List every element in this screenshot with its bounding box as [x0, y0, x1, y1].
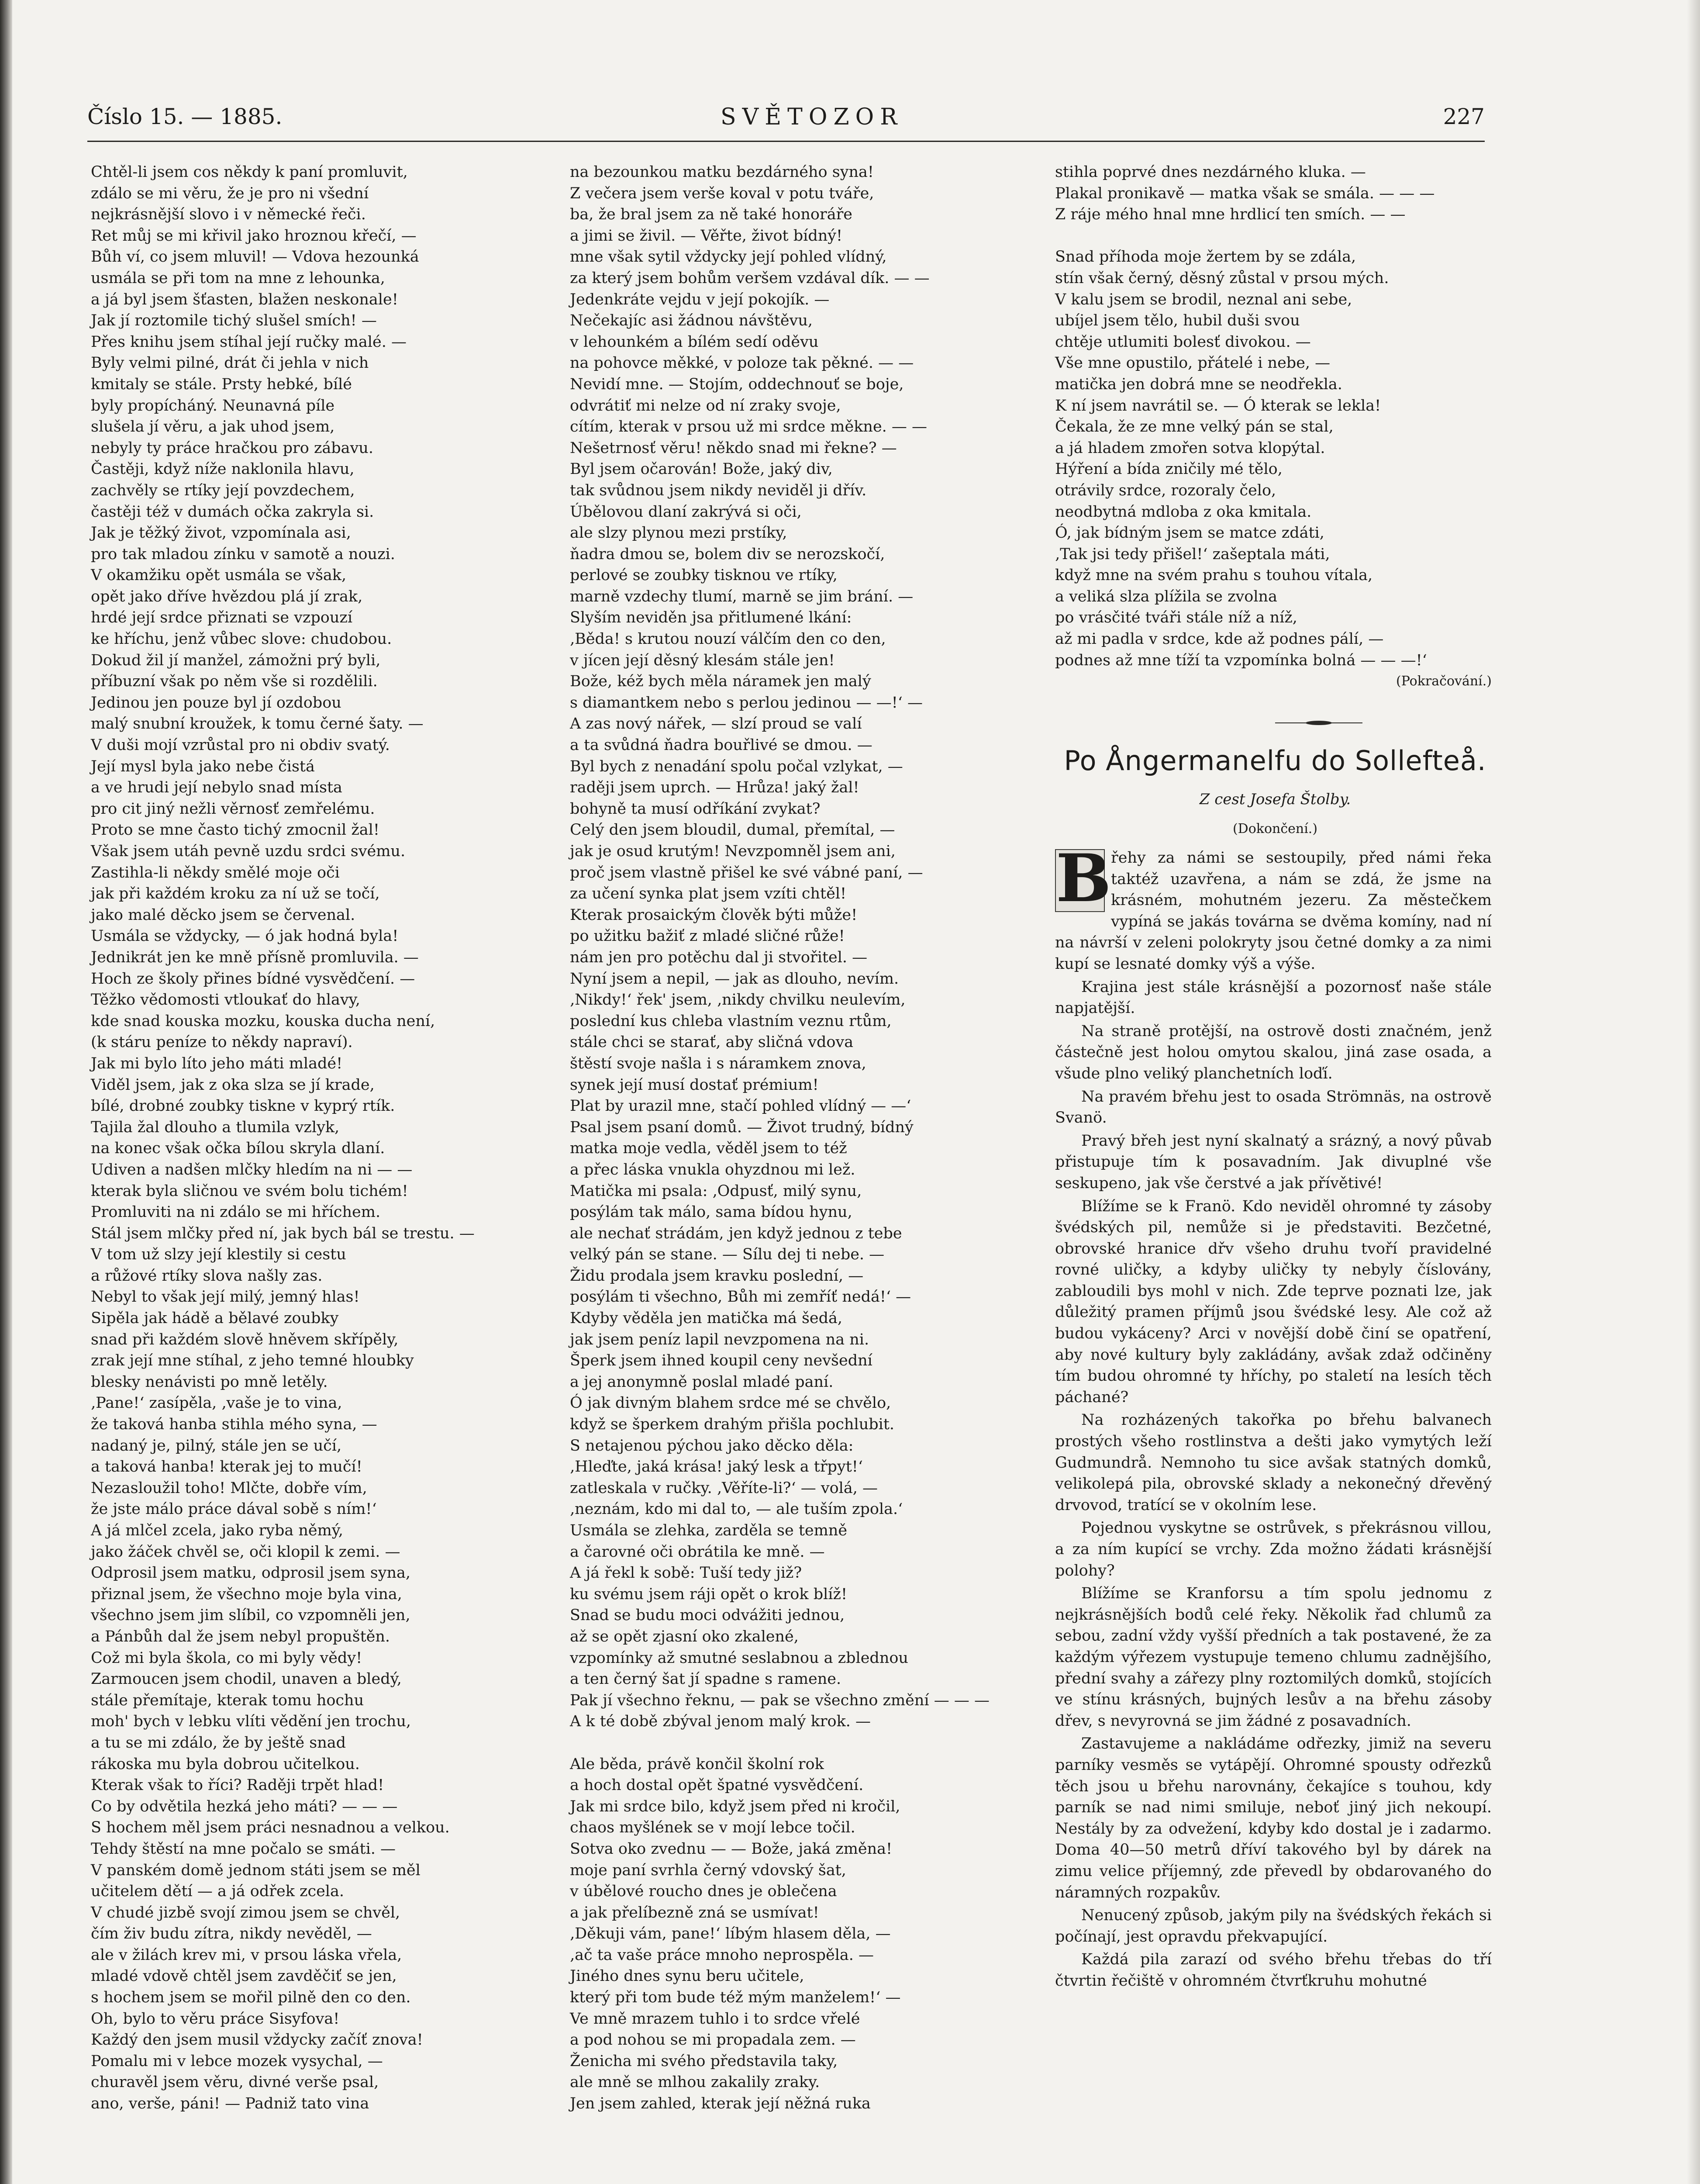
verse-line: A já mlčel zcela, jako ryba němý,: [91, 1522, 344, 1539]
verse-line: a jej anonymně poslal mladé paní.: [570, 1373, 834, 1391]
verse-line: a ta svůdná ňadra bouřlivé se dmou. —: [570, 736, 872, 754]
verse-line: Matička mi psala: ‚Odpusť, milý synu,: [570, 1182, 862, 1200]
verse-line: v úbělové roucho dnes je oblečena: [570, 1883, 837, 1901]
article-paragraph: Blížíme se k Franö. Kdo neviděl ohromné ty zásoby švédských pil, nemůže si je představiti. Bezčetné, obrovské hranice dřv všeho druhu tvoří pravidelné rovné uličky, a kdyby uličky ty nebyly číslovány, zabloudili bys mohl v nich. Zde teprve poznati lze, jak důležitý pramen příjmů jsou švédské lesy. Ale což až budou vykáceny? Arci v novější době činí se opatření, aby nové kultury byly zakládány, avšak zdaž odčiněny tím budou ohromné ty hříchy, po staletí na lesích těch páchané?: [1055, 1197, 1492, 1406]
verse-line: Však jsem utáh pevně uzdu srdci svému.: [91, 843, 406, 860]
verse-line: Nečekajíc asi žádnou návštěvu,: [570, 312, 813, 330]
verse-line: Ó, jak bídným jsem se matce zdáti,: [1055, 524, 1324, 542]
verse-line: byly propícháný. Neunavná píle: [91, 397, 335, 415]
article-paragraph: Nenucený způsob, jakým pily na švédských řekách si počínají, jest opravdu překvapující.: [1055, 1907, 1492, 1946]
verse-line: všechno jsem jim slíbil, co vzpomněli jen,: [91, 1607, 410, 1624]
verse-line: Pomalu mi v lebce mozek vysychal, —: [91, 2052, 383, 2070]
verse-line: Nezasloužil toho! Mlčte, dobře vím,: [91, 1479, 367, 1497]
verse-line: že taková hanba stihla mého syna, —: [91, 1416, 377, 1434]
verse-line: za učení synka plat jsem vzíti chtěl!: [570, 885, 847, 903]
verse-line: mne však sytil vždycky její pohled vlídný,: [570, 248, 887, 266]
article-paragraph: Krajina jest stále krásnější a pozornosť naše stále napjatější.: [1055, 978, 1492, 1017]
verse-line: a jimi se živil. — Věřte, život bídný!: [570, 227, 843, 245]
verse-line: Čekala, že ze mne velký pán se stal,: [1055, 418, 1334, 436]
verse-line: Pak jí všechno řeknu, — pak se všechno změní — — —: [570, 1691, 990, 1709]
verse-line: [570, 1732, 1028, 1754]
verse-line: a taková hanba! kterak jej to mučí!: [91, 1458, 362, 1476]
verse-line: Bože, kéž bych měla náramek jen malý: [570, 673, 871, 691]
verse-line: Tehdy štěstí na mne počalo se smáti. —: [91, 1840, 396, 1858]
verse-line: ba, že bral jsem za ně také honoráře: [570, 206, 853, 224]
verse-line: Hýření a bída zničily mé tělo,: [1055, 460, 1283, 478]
verse-line: Přes knihu jsem stíhal její ručky malé. —: [91, 333, 407, 351]
verse-line: že jste málo práce dával sobě s ním!‘: [91, 1500, 377, 1518]
verse-line: proč jsem vlastně přišel ke své vábné paní, —: [570, 864, 923, 881]
verse-line: Což mi byla škola, co mi byly vědy!: [91, 1649, 362, 1667]
verse-line: když se šperkem drahým přišla pochlubit.: [570, 1416, 895, 1434]
verse-line: perlové se zoubky tisknou ve rtíky,: [570, 567, 838, 584]
verse-line: na pohovce měkké, v poloze tak pěkné. — —: [570, 354, 914, 372]
verse-line: Jak mi srdce bilo, když jsem před ni kročil,: [570, 1797, 900, 1815]
verse-line: stín však černý, děsný zůstal v prsou mých.: [1055, 269, 1389, 287]
page-header: [87, 104, 1485, 135]
verse-line: Byly velmi pilné, drát či jehla v nich: [91, 354, 369, 372]
verse-line: A já řekl k sobě: Tuší tedy již?: [570, 1564, 802, 1582]
scan-edge: [1687, 0, 1700, 2184]
verse-line: kterak byla sličnou ve svém bolu tichém!: [91, 1182, 408, 1200]
verse-line: Slyším neviděn jsa přitlumené lkání:: [570, 609, 852, 627]
verse-line: a přec láska vnukla ohyzdnou mi lež.: [570, 1161, 855, 1178]
verse-line: ‚ač ta vaše práce mnoho neprospěla. —: [570, 1946, 874, 1964]
verse-line: [1055, 225, 1492, 247]
verse-line: posýlám ti všechno, Bůh mi zemříť nedá!‘ —: [570, 1288, 911, 1306]
verse-line: učitelem dětí — a já odřek zcela.: [91, 1883, 344, 1901]
verse-line: Těžko vědomosti vtloukať do hlavy,: [91, 991, 360, 1009]
verse-line: mladé vdově chtěl jsem zavděčiť se jen,: [91, 1967, 397, 1985]
verse-line: Byl bych z nenadání spolu počal vzlykat, —: [570, 757, 903, 775]
journal-title: SVĚTOZOR: [721, 104, 903, 130]
page-number: 227: [1443, 104, 1485, 129]
verse-line: bílé, drobné zoubky tiskne v kyprý rtík.: [91, 1097, 395, 1115]
verse-line: V tom už slzy její klestily si cestu: [91, 1246, 346, 1264]
verse-line: hrdé její srdce přiznati se vzpouzí: [91, 609, 353, 627]
verse-line: a růžové rtíky slova našly zas.: [91, 1267, 323, 1285]
verse-line: Šperk jsem ihned koupil ceny nevšední: [570, 1352, 872, 1370]
header-rule: [87, 141, 1485, 142]
verse-line: S netajenou pýchou jako děcko děla:: [570, 1437, 854, 1455]
verse-line: Ale běda, právě končil školní rok: [570, 1755, 824, 1773]
verse-line: ubíjel jsem tělo, hubil duši svou: [1055, 312, 1300, 330]
verse-line: Sipěla jak hádě a bělavé zoubky: [91, 1310, 339, 1327]
verse-line: a čarovné oči obrátila ke mně. —: [570, 1543, 825, 1561]
verse-line: ‚Děkuji vám, pane!‘ líbým hlasem děla, —: [570, 1925, 891, 1943]
verse-line: Jak mi bylo líto jeho máti mladé!: [91, 1054, 343, 1072]
verse-line: Kterak prosaickým člověk býti může!: [570, 906, 858, 924]
verse-line: ke hříchu, jenž vůbec slove: chudobou.: [91, 630, 392, 648]
article-paragraph: Každá pila zarazí od svého břehu třebas do tří čtvrtin řečiště v ohromném čtvrťkruhu mohutné: [1055, 1951, 1492, 1990]
verse-line: a jak přelíbezně zná se usmívat!: [570, 1904, 819, 1921]
verse-line: nejkrásnější slovo i v německé řeči.: [91, 206, 366, 224]
verse-line: Tajila žal dlouho a tlumila vzlyk,: [91, 1118, 340, 1136]
verse-line: marně vzdechy tlumí, marně se jim brání. —: [570, 587, 914, 605]
continued-note: (Pokračování.): [1396, 674, 1492, 689]
verse-line: neodbytná mdloba z oka kmitala.: [1055, 503, 1312, 521]
verse-line: a tu se mi zdálo, že by ještě snad: [91, 1734, 346, 1752]
verse-line: s diamantkem nebo s perlou jedinou — —!‘ —: [570, 694, 923, 712]
verse-line: raději jsem uprch. — Hrůza! jaký žal!: [570, 779, 859, 797]
verse-line: zdálo se mi věru, že je pro ni všední: [91, 184, 369, 202]
verse-line: V chudé jizbě svojí zimou jsem se chvěl,: [91, 1904, 400, 1921]
verse-line: ale nechať strádám, jen když jednou z tebe: [570, 1224, 902, 1242]
article-paragraph: Na rozházených takořka po břehu balvanech prostých všeho rostlinstva a dešti jako vymytých leží Gudmundrå. Nemnoho tu sice avšak statných domků, velikolepá pila, obrovské sklady a nekonečný dřevěný drvovod, tratící se v okolním lese.: [1055, 1411, 1492, 1514]
verse-line: ‚Hleďte, jaká krása! jaký lesk a třpyt!‘: [570, 1458, 863, 1476]
article-byline: Z cest Josefa Štolby.: [1199, 791, 1351, 808]
verse-line: Jak jí roztomile tichý slušel smích! —: [91, 312, 377, 330]
verse-line: Jednikrát jen ke mně přísně promluvila. —: [91, 948, 419, 966]
verse-line: chaos myšlének se v mojí lebce točil.: [570, 1819, 855, 1837]
verse-line: a Pánbůh dal že jsem nebyl propuštěn.: [91, 1628, 390, 1645]
verse-line: po užitku bažiť z mladé sličné růže!: [570, 927, 845, 945]
verse-line: rákoska mu byla dobrou učitelkou.: [91, 1755, 360, 1773]
verse-line: Plakal pronikavě — matka však se smála. — — —: [1055, 184, 1435, 202]
verse-line: Jak je těžký život, vzpomínala asi,: [91, 524, 351, 542]
verse-line: nadaný je, pilný, stále jen se učí,: [91, 1437, 342, 1455]
verse-line: Usmála se zlehka, zarděla se temně: [570, 1522, 848, 1539]
verse-line: Nebyl to však její milý, jemný hlas!: [91, 1288, 360, 1306]
verse-line: Plat by urazil mne, stačí pohled vlídný — —‘: [570, 1097, 911, 1115]
verse-line: poslední kus chleba vlastním veznu rtům,: [570, 1012, 892, 1030]
verse-line: zachvěly se rtíky její povzdechem,: [91, 481, 355, 499]
verse-line: V panském domě jednom státi jsem se měl: [91, 1861, 421, 1879]
verse-line: Jedenkráte vejdu v její pokojík. —: [570, 290, 830, 308]
verse-line: a ve hrudi její nebylo snad místa: [91, 779, 342, 797]
drop-cap: B: [1056, 840, 1111, 917]
verse-line: Zarmoucen jsem chodil, unaven a bledý,: [91, 1670, 402, 1688]
verse-line: Nyní jsem a nepil, — jak as dlouho, nevím.: [570, 970, 899, 988]
verse-line: a já byl jsem šťasten, blažen neskonale!: [91, 290, 398, 308]
verse-line: stále chci se starať, aby sličná vdova: [570, 1033, 854, 1051]
verse-line: až mi padla v srdce, kde až podnes pálí, —: [1055, 630, 1384, 648]
article-body: [1055, 840, 1492, 1993]
verse-line: odvrátiť mi nelze od ní zraky svoje,: [570, 397, 841, 415]
verse-line: blesky nenávisti po mně letěly.: [91, 1373, 328, 1391]
verse-line: Sotva oko zvednu — — Bože, jaká změna!: [570, 1840, 893, 1858]
verse-line: ‚Tak jsi tedy přišel!‘ zašeptala máti,: [1055, 545, 1330, 563]
verse-line: Promluviti na ni zdálo se mi hříchem.: [91, 1203, 381, 1221]
verse-line: Její mysl byla jako nebe čistá: [91, 757, 315, 775]
verse-line: nám jen pro potěchu dal ji stvořitel. —: [570, 948, 868, 966]
verse-line: Dokud žil jí manžel, zámožni prý byli,: [91, 651, 381, 669]
verse-line: Jen jsem zahled, kterak její něžná ruka: [570, 2095, 871, 2113]
verse-line: ale mně se mlhou zakalily zraky.: [570, 2073, 820, 2091]
verse-line: čím živ budu zítra, nikdy nevěděl, —: [91, 1925, 372, 1943]
verse-line: vzpomínky až smutné seslabnou a zblednou: [570, 1649, 908, 1667]
verse-line: matička jen dobrá mne se neodřekla.: [1055, 375, 1342, 393]
verse-line: Z večera jsem verše koval v potu tváře,: [570, 184, 874, 202]
verse-line: když mne na svém prahu s touhou vítala,: [1055, 567, 1373, 584]
verse-line: Kterak však to říci? Raději trpět hlad!: [91, 1776, 384, 1794]
verse-line: Psal jsem psaní domů. — Život trudný, bídný: [570, 1118, 914, 1136]
verse-line: Židu prodala jsem kravku poslední, —: [570, 1267, 864, 1285]
verse-line: moh' bych v lebku vlíti vědění jen trochu,: [91, 1713, 411, 1731]
verse-line: Úbělovou dlaní zakrývá si oči,: [570, 503, 802, 521]
verse-line: posýlám tak málo, sama bídou hynu,: [570, 1203, 852, 1221]
verse-line: Celý den jsem bloudil, dumal, přemítal, —: [570, 821, 895, 839]
verse-line: podnes až mne tíží ta vzpomínka bolná — — —!‘: [1055, 651, 1427, 669]
verse-line: Nešetrnosť věru! někdo snad mi řekne? —: [570, 439, 897, 457]
article-paragraph: Na straně protější, na ostrově dosti značném, jenž částečně jest holou omytou skalou, jiná zase osada, a všude plno veliký planchetních loďí.: [1055, 1022, 1492, 1082]
article-paragraph: Pojednou vyskytne se ostrůvek, s překrásnou villou, a za ním kupící se vrchy. Zda možno žádati krásnější polohy?: [1055, 1519, 1492, 1579]
verse-line: v jícen její děsný klesám stále jen!: [570, 651, 835, 669]
book-binding-edge: [0, 0, 12, 2184]
verse-line: Vše mne opustilo, přátelé i nebe, —: [1055, 354, 1331, 372]
article-paragraph: řehy za námi se sestoupily, před námi řeka taktéž uzavřena, a nám se zdá, že jsme na krásném, mohutném jezeru. Za městečkem vypíná se jakás továrna se dvěma komíny, nad ní na návrší v zeleni polokryty jsou četné domky a za nimi kupí se lesnaté domky výš a výše.: [1055, 849, 1492, 973]
verse-line: cítím, kterak v prsou už mi srdce měkne. — —: [570, 418, 928, 436]
verse-line: za který jsem bohům veršem vzdával dík. — —: [570, 269, 930, 287]
verse-line: A zas nový nářek, — slzí proud se valí: [570, 715, 862, 733]
verse-line: chtěje utlumiti bolesť divokou. —: [1055, 333, 1311, 351]
verse-line: ňadra dmou se, bolem div se nerozskočí,: [570, 545, 885, 563]
verse-line: pro tak mladou zínku v samotě a nouzi.: [91, 545, 395, 563]
article-paragraph: Blížíme se Kranforsu a tím spolu jednomu z nejkrásnějších bodů celé řeky. Několik řad chlumů za sebou, zadní vždy vyšší předních a tak postavené, že za každým výřezem vystupuje temeno chlumu zadnějšího, přední svahy a zářezy plny roztomilých domků, stojících ve stínu krásných, bujných lesův a na břehu zásoby dřev, s nevyrovná se jim žádné z posavadních.: [1055, 1585, 1492, 1730]
verse-line: v lehounkém a bílém sedí oděvu: [570, 333, 819, 351]
verse-line: Kdyby věděla jen matička má šedá,: [570, 1310, 843, 1327]
verse-line: přiznal jsem, že všechno moje byla vina,: [91, 1585, 402, 1603]
verse-line: zrak její mne stíhal, z jeho temné hloubky: [91, 1352, 414, 1370]
article-paragraph: Zastavujeme a nakládáme odřezky, jimiž na severu parníky vesměs se vytápějí. Ohromné spousty odřezků těch jsou u břehu narovnány, čekajíce s touhou, kdy parník se nad nimi smiluje, neboť jiný jich nekoupí. Nestály by za odvežení, kdyby kdo dostal je i zadarmo. Doma 40—50 metrů dříví takového byl by dárek na zimu velice příjemný, zde převedl by obdarovaného do náramných rozpakův.: [1055, 1735, 1492, 1901]
verse-line: Zastihla-li někdy smělé moje oči: [91, 864, 340, 881]
verse-line: na bezounkou matku bezdárného syna!: [570, 163, 874, 181]
verse-line: Nevidí mne. — Stojím, oddechnouť se boje,: [570, 375, 904, 393]
verse-line: a já hladem zmořen sotva klopýtal.: [1055, 439, 1325, 457]
article-title: Po Ångermanelfu do Sollefteå.: [1064, 745, 1486, 777]
verse-line: ku svému jsem ráji opět o krok blíž!: [570, 1585, 848, 1603]
verse-line: opět jako dříve hvězdou plá jí zrak,: [91, 587, 363, 605]
verse-line: pro cit jiný nežli věrnosť zemřelému.: [91, 800, 375, 818]
verse-line: Hoch ze školy přines bídné vysvědčení. —: [91, 970, 415, 988]
verse-line: otrávily srdce, rozoraly čelo,: [1055, 481, 1276, 499]
verse-line: V okamžiku opět usmála se však,: [91, 567, 347, 584]
verse-line: V kalu jsem se brodil, neznal ani sebe,: [1055, 290, 1352, 308]
verse-line: kmitaly se stále. Prsty hebké, bílé: [91, 375, 352, 393]
verse-line: Jedinou jen pouze byl jí ozdobou: [91, 694, 341, 712]
verse-line: Usmála se vždycky, — ó jak hodná byla!: [91, 927, 399, 945]
article-paragraph: Na pravém břehu jest to osada Strömnäs, na ostrově Svanö.: [1055, 1088, 1492, 1127]
verse-line: na konec však očka bílou skryla dlaní.: [91, 1140, 385, 1158]
verse-line: Ret můj se mi křivil jako hroznou křečí, —: [91, 227, 417, 245]
verse-line: a veliká slza plížila se zvolna: [1055, 587, 1277, 605]
verse-line: Ve mně mrazem tuhlo i to srdce vřelé: [570, 2010, 860, 2028]
verse-line: ‚neznám, kdo mi dal to, — ale tuším zpola.‘: [570, 1500, 903, 1518]
verse-line: Viděl jsem, jak z oka slza se jí krade,: [91, 1076, 375, 1094]
verse-line: Byl jsem očarován! Bože, jaký div,: [570, 460, 833, 478]
verse-line: který při tom bude též mým manželem!‘ —: [570, 1989, 901, 2007]
verse-line: kde snad kouska mozku, kouska ducha není,: [91, 1012, 435, 1030]
verse-line: Ó jak divným blahem srdce mé se chvělo,: [570, 1394, 891, 1412]
verse-line: Ženicha mi svého představila taky,: [570, 2052, 838, 2070]
verse-line: Chtěl-li jsem cos někdy k paní promluvit,: [91, 163, 408, 181]
verse-line: churavěl jsem věru, divné verše psal,: [91, 2073, 379, 2091]
issue-label: Číslo 15. — 1885.: [87, 104, 283, 129]
verse-line: Bůh ví, co jsem mluvil! — Vdova hezounká: [91, 248, 419, 266]
verse-line: slušela jí věru, a jak uhod jsem,: [91, 418, 335, 436]
verse-line: Co by odvětila hezká jeho máti? — — —: [91, 1797, 398, 1815]
verse-line: Snad se budu moci odvážiti jednou,: [570, 1607, 845, 1624]
divider-ornament: [1275, 720, 1362, 726]
verse-line: K ní jsem navrátil se. — Ó kterak se lekla!: [1055, 397, 1381, 415]
verse-line: ‚Běda! s krutou nouzí válčím den co den,: [570, 630, 886, 648]
verse-line: velký pán se stane. — Sílu dej ti nebe. —: [570, 1246, 885, 1264]
article-paragraph-wrapper: [1055, 840, 1492, 975]
verse-line: příbuzní však po něm vše si rozdělili.: [91, 673, 378, 691]
verse-line: tak svůdnou jsem nikdy neviděl ji dřív.: [570, 481, 867, 499]
verse-line: bohyně ta musí odříkání zvykat?: [570, 800, 821, 818]
verse-line: Každý den jsem musil vždycky začíť znova!: [91, 2031, 423, 2049]
verse-line: Proto se mne často tichý zmocnil žal!: [91, 821, 379, 839]
verse-line: snad při každém slově hněvem skřípěly,: [91, 1330, 399, 1348]
verse-line: Z ráje mého hnal mne hrdlicí ten smích. — —: [1055, 206, 1406, 224]
article-note: (Dokončení.): [1232, 821, 1318, 836]
poem-column-1: [91, 162, 541, 2115]
verse-line: a hoch dostal opět špatné vysvědčení.: [570, 1776, 864, 1794]
verse-line: ale v žilách krev mi, v prsou láska vřela,: [91, 1946, 402, 1964]
verse-line: matka moje vedla, věděl jsem to též: [570, 1140, 847, 1158]
verse-line: jako malé děcko jsem se červenal.: [91, 906, 355, 924]
verse-line: V duši mojí vzrůstal pro ni obdiv svatý.: [91, 736, 390, 754]
verse-line: synek její musí dostať prémium!: [570, 1076, 819, 1094]
verse-line: ‚Nikdy!‘ řek' jsem, ‚nikdy chvilku neulevím,: [570, 991, 906, 1009]
verse-line: Oh, bylo to věru práce Sisyfova!: [91, 2010, 340, 2028]
verse-line: jako žáček chvěl se, oči klopil k zemi. —: [91, 1543, 400, 1561]
verse-line: jak je osud krutým! Nevzpomněl jsem ani,: [570, 843, 896, 860]
verse-line: jak jsem peníz lapil nevzpomena na ni.: [570, 1330, 869, 1348]
verse-line: Jiného dnes synu beru učitele,: [570, 1967, 804, 1985]
article-paragraph: Pravý břeh jest nyní skalnatý a srázný, a nový půvab přistupuje tím k posavadním. Jak divuplné vše seskupeno, jak vše čerstvé a jak přívětivé!: [1055, 1132, 1492, 1192]
verse-line: S hochem měl jsem práci nesnadnou a velkou.: [91, 1819, 450, 1837]
verse-line: zatleskala v ručky. ‚Věříte-li?‘ — volá, —: [570, 1479, 878, 1497]
verse-line: jak při každém kroku za ní už se točí,: [91, 885, 380, 903]
verse-line: Snad příhoda moje žertem by se zdála,: [1055, 248, 1356, 266]
verse-line: ‚Pane!‘ zasípěla, ‚vaše je to vina,: [91, 1394, 342, 1412]
verse-line: po vrásčité tváři stále níž a níž,: [1055, 609, 1297, 627]
verse-line: ale slzy plynou mezi prstíky,: [570, 524, 787, 542]
verse-line: stále přemítaje, kterak tomu hochu: [91, 1691, 364, 1709]
verse-line: stihla poprvé dnes nezdárného kluka. —: [1055, 163, 1366, 181]
verse-line: Udiven a nadšen mlčky hledím na ni — —: [91, 1161, 413, 1178]
verse-line: moje paní svrhla černý vdovský šat,: [570, 1861, 846, 1879]
verse-line: štěstí svoje našla i s náramkem znova,: [570, 1054, 866, 1072]
verse-line: malý snubní kroužek, k tomu černé šaty. —: [91, 715, 424, 733]
verse-line: Častěji, když níže naklonila hlavu,: [91, 460, 355, 478]
poem-column-3: [1055, 162, 1492, 692]
verse-line: Stál jsem mlčky před ní, jak bych bál se trestu. —: [91, 1224, 475, 1242]
verse-line: a ten černý šat jí spadne s ramene.: [570, 1670, 841, 1688]
verse-line: častěji též v dumách očka zakryla si.: [91, 503, 374, 521]
poem-column-2: [570, 162, 1028, 2115]
verse-line: Odprosil jsem matku, odprosil jsem syna,: [91, 1564, 411, 1582]
verse-line: ano, verše, páni! — Padniž tato vina: [91, 2095, 369, 2113]
verse-line: až se opět zjasní oko zkalené,: [570, 1628, 799, 1645]
verse-line: usmála se při tom na mne z lehounka,: [91, 269, 385, 287]
verse-line: (k stáru peníze to někdy napraví).: [91, 1033, 353, 1051]
verse-line: s hochem jsem se mořil pilně den co den.: [91, 1989, 411, 2007]
verse-line: A k té době zbýval jenom malý krok. —: [570, 1713, 871, 1731]
verse-line: nebyly ty práce hračkou pro zábavu.: [91, 439, 373, 457]
verse-line: a pod nohou se mi propadala zem. —: [570, 2031, 856, 2049]
